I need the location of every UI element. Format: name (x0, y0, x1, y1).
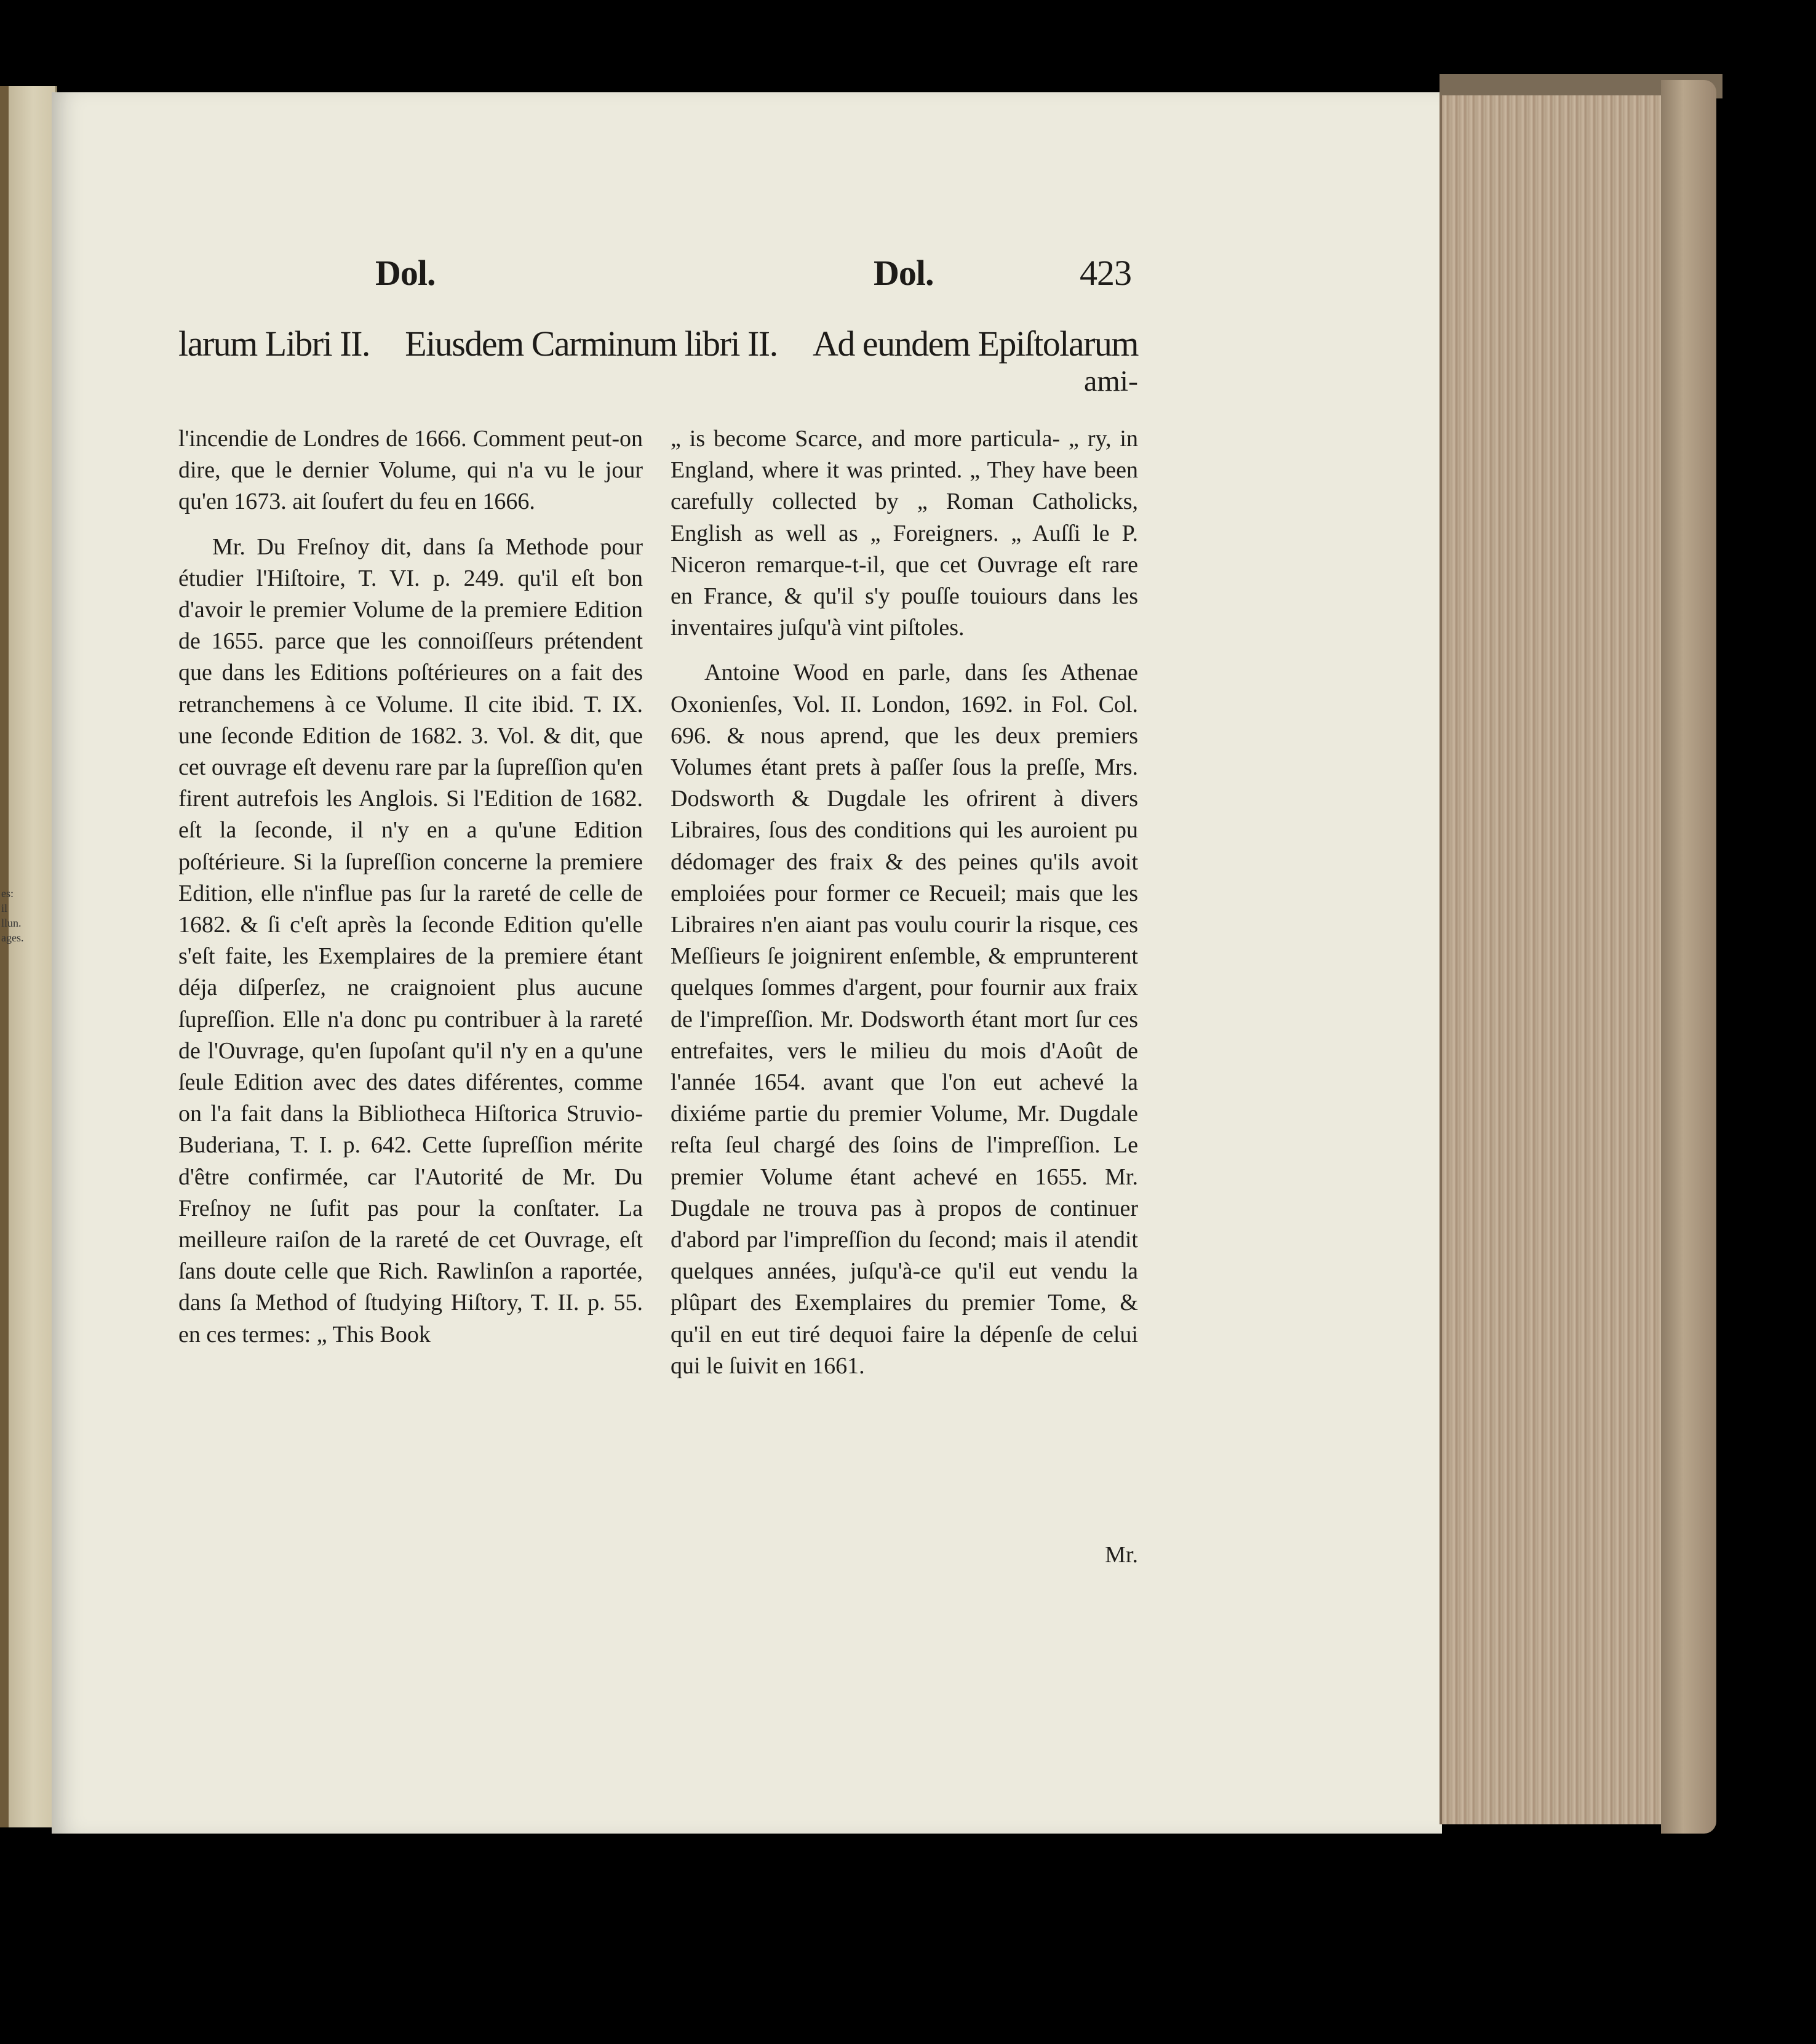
index-line (178, 323, 1138, 366)
cover-right (1661, 80, 1716, 1834)
running-head-left: Dol. (375, 253, 436, 293)
fore-edge (1440, 95, 1670, 1824)
paragraph: l'incendie de Londres de 1666. Comment peut-on dire, que le dernier Volume, qui n'a vu le jour qu'en 1673. ait ſoufert du feu en 1666. (178, 426, 643, 515)
paragraph: Mr. Du Freſnoy dit, dans ſa Methode pour étudier l'Hiſtoire, T. VI. p. 249. qu'il eſt bon d'avoir le premier Volume de la premiere Edition de 1655. parce que les connoiſſeurs prétendent que dans les Editions poſtérieures on a fait des retranchemens à ce Volume. Il cite ibid. T. IX. une ſeconde Edition de 1682. 3. Vol. & dit, que cet ouvrage eſt devenu rare par la ſupreſſion qu'en firent autrefois les Anglois. Si l'Edition de 1682. eſt la ſeconde, il n'y en a qu'une Edition poſtérieure. Si la ſupreſſion concerne la premiere Edition, elle n'influe pas ſur la rareté de celle de 1682. & ſi c'eſt après la ſeconde Edition qu'elle s'eſt faite, les Exemplaires de la premiere étant déja diſperſez, ne craignoient plus aucune ſupreſſion. Elle n'a donc pu contribuer à la rareté de l'Ouvrage, qu'en ſupoſant qu'il n'y en a qu'une ſeule Edition avec des dates diférentes, comme on l'a fait dans la Bibliotheca Hiſtorica Struvio-Buderiana, T. I. p. 642. Cette ſupreſſion mérite d'être confirmée, car l'Autorité de Mr. Du Freſnoy ne ſufit pas pour la conſtater. La meilleure raiſon de la rareté de cet Ouvrage, eſt ſans doute celle que Rich. Rawlinſon a raportée, dans ſa Method of ſtudying Hiſtory, T. II. p. 55. en ces termes: „ This Book (178, 533, 643, 1347)
running-head-right: Dol. (874, 253, 934, 293)
catchword-top: ami- (1084, 365, 1138, 397)
catchword-bottom: Mr. (1105, 1542, 1138, 1568)
index-entry: Ad eundem Epiſtolarum (812, 324, 1138, 364)
paragraph: „ is become Scarce, and more particula- „ ry, in England, where it was printed. „ They have been carefully collected by „ Roman Catholicks, English as well as „ Foreigners. „ Auſſi le P. Niceron remarque-t-il, que cet Ouvrage eſt rare en France, & qu'il s'y pouſſe touiours dans les inventaires juſqu'à vint piſtoles. (671, 426, 1138, 641)
right-column (671, 423, 1138, 1382)
index-entry: larum Libri II. (178, 324, 370, 364)
left-column (178, 423, 643, 1351)
page-number: 423 (1080, 253, 1131, 293)
index-entry: Eiusdem Carminum libri II. (405, 324, 778, 364)
paragraph: Antoine Wood en parle, dans ſes Athenae Oxonienſes, Vol. II. London, 1692. in Fol. Col. 696. & nous aprend, que les deux premiers Volumes étant prets à paſſer ſous la preſſe, Mrs. Dodsworth & Dugdale les ofrirent à divers Libraires, ſous des conditions qui les auroient pu dédomager des fraix & des peines qu'ils avoit emploiées pour former ce Recueil; mais que les Libraires n'en aiant pas voulu courir la risque, ces Meſſieurs ſe joignirent enſemble, & emprunterent quelques ſommes d'argent, pour fournir aux fraix de l'impreſſion. Mr. Dodsworth étant mort ſur ces entrefaites, vers le milieu du mois d'Août de l'année 1654. avant que l'on eut achevé la dixiéme partie du premier Volume, Mr. Dugdale reſta ſeul chargé des ſoins de l'impreſſion. Le premier Volume étant achevé en 1655. Mr. Dugdale ne trouva pas à propos de continuer d'abord par l'impreſſion du ſecond; mais il atendit quelques années, juſqu'à-ce qu'il eut vendu la plûpart des Exemplaires du premier Tome, & qu'il en eut tiré dequoi faire la dépenſe de celui qui le ſuivit en 1661. (671, 660, 1138, 1379)
margin-fragment: es: il llun. ages. (1, 887, 24, 944)
left-cover (0, 86, 9, 1827)
